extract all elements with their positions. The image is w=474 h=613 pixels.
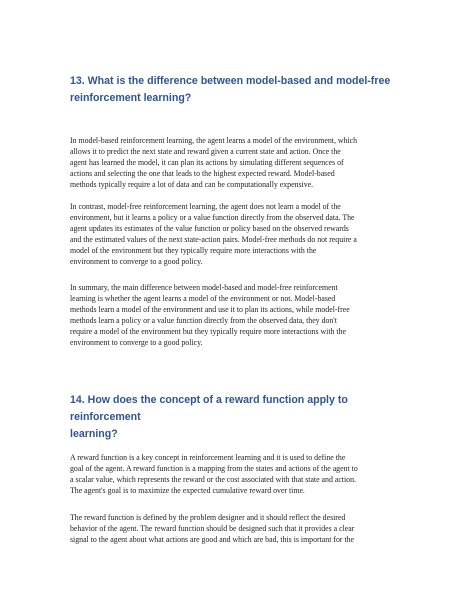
text-line: signal to the agent about what actions are good and which are bad, this is important for the <box>70 534 355 544</box>
text-line: environment to converge to a good policy. <box>70 337 203 347</box>
text-line: agent updates its estimates of the value function or policy based on the observed rewards <box>70 223 349 233</box>
heading-line: 14. How does the concept of a reward function apply to reinforcement <box>70 394 348 423</box>
text-line: methods learn a model of the environment and use it to plan its actions, while model-free <box>70 304 350 314</box>
heading-line: reinforcement learning? <box>70 92 192 104</box>
text-line: behavior of the agent. The reward function should be designed such that it provides a clear <box>70 523 355 533</box>
section-14-paragraph-2 <box>70 513 410 546</box>
section-13-heading <box>70 73 410 107</box>
section-13-paragraph-2 <box>70 202 410 268</box>
text-line: actions and selecting the one that leads to the highest expected reward. Model-based <box>70 168 335 178</box>
text-line: and the estimated values of the next state-action pairs. Model-free methods do not require a <box>70 234 357 244</box>
text-line: model of the environment but they typically require more interactions with the <box>70 245 317 255</box>
text-line: In summary, the main difference between model-based and model-free reinforcement <box>70 283 338 292</box>
heading-line: 13. What is the difference between model-based and model-free <box>70 75 391 87</box>
section-13-paragraph-3 <box>70 283 410 349</box>
text-line: environment, but it learns a policy or a value function directly from the observed data. The <box>70 212 355 222</box>
section-14-paragraph-1 <box>70 453 410 497</box>
text-line: The reward function is defined by the problem designer and it should reflect the desired <box>70 513 346 522</box>
text-line: allows it to predict the next state and reward given a current state and action. Once the <box>70 146 341 156</box>
text-line: a scalar value, which represents the reward or the cost associated with that state and action. <box>70 474 356 484</box>
text-line: In model-based reinforcement learning, the agent learns a model of the environment, which <box>70 136 358 145</box>
text-line: environment to converge to a good policy. <box>70 256 203 266</box>
text-line: require a model of the environment but they typically require more interactions with the <box>70 326 346 336</box>
section-13-paragraph-1 <box>70 136 410 191</box>
text-line: A reward function is a key concept in reinforcement learning and it is used to define the <box>70 453 346 462</box>
text-line: methods learn a policy or a value function directly from the observed data, they don't <box>70 315 337 325</box>
text-line: methods typically require a lot of data and can be computationally expensive. <box>70 179 314 189</box>
section-14-heading <box>70 392 410 443</box>
text-line: The agent's goal is to maximize the expected cumulative reward over time. <box>70 485 305 495</box>
heading-line: learning? <box>70 428 118 440</box>
text-line: learning is whether the agent learns a model of the environment or not. Model-based <box>70 293 336 303</box>
text-line: In contrast, model-free reinforcement learning, the agent does not learn a model of the <box>70 202 341 211</box>
text-line: goal of the agent. A reward function is a mapping from the states and actions of the agent to <box>70 463 358 473</box>
text-line: agent has learned the model, it can plan its actions by simulating different sequences of <box>70 157 344 167</box>
